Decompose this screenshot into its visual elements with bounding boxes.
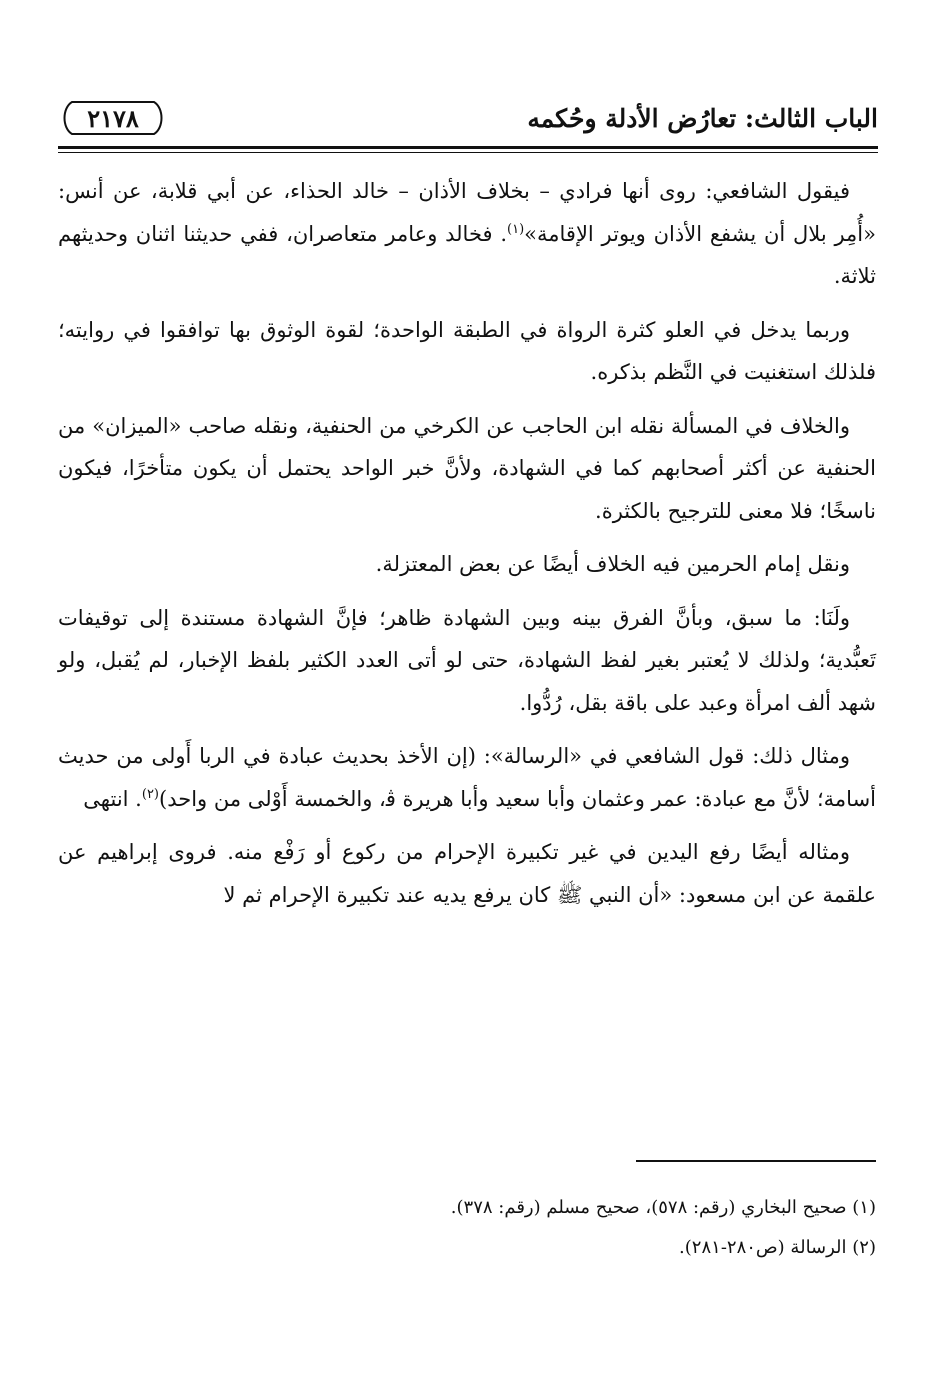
paragraph <box>58 597 876 725</box>
running-header <box>58 98 878 144</box>
chapter-title: الباب الثالث: تعارُض الأدلة وحُكمه <box>527 104 878 133</box>
page-number-ornament <box>58 98 168 138</box>
paragraph-text: ولَنَا: ما سبق، وبأنَّ الفرق بينه وبين الشهادة ظاهر؛ فإنَّ الشهادة مستندة إلى توقيفات تَعبُّدية؛ ولذلك لا يُعتبر بغير لفظ الشهادة، حتى لو أتى العدد الكثير بلفظ الإخبار، لم يُقبل، ولو شهد ألف امرأة وعبد على باقة بقل، رُدُّوا. <box>58 605 876 715</box>
footnote-reference: (١) <box>507 221 525 237</box>
paragraph <box>58 405 876 533</box>
paragraph-text: ومثاله أيضًا رفع اليدين في غير تكبيرة الإحرام من ركوع أو رَفْع منه. فروى إبراهيم عن علقمة عن ابن مسعود: «أن النبي ﷺ كان يرفع يديه عند تكبيرة الإحرام ثم لا <box>58 840 876 907</box>
paragraph-text: وربما يدخل في العلو كثرة الرواة في الطبقة الواحدة؛ لقوة الوثوق بها توافقوا في روايته؛ فلذلك استغنيت في النَّظم بذكره. <box>58 317 876 384</box>
paragraph <box>58 170 876 298</box>
paragraph-text: فيقول الشافعي: روى أنها فرادي – بخلاف الأذان – خالد الحذاء، عن أبي قلابة، عن أنس: «أُمِر بلال أن يشفع الأذان ويوتر الإقامة» <box>58 179 876 246</box>
header-divider-thin <box>58 152 878 153</box>
paragraph <box>58 309 876 394</box>
footnotes <box>58 1188 876 1268</box>
paragraph-text-tail: . فخالد وعامر متعاصران، ففي حديثنا اثنان وحديثهم ثلاثة. <box>58 221 876 288</box>
paragraph-text: ونقل إمام الحرمين فيه الخلاف أيضًا عن بعض المعتزلة. <box>375 552 850 576</box>
footnote-reference: (٢) <box>141 786 159 802</box>
paragraph <box>58 831 876 916</box>
paragraph-text: والخلاف في المسألة نقله ابن الحاجب عن الكرخي من الحنفية، ونقله صاحب «الميزان» من الحنفية عن أكثر أصحابهم كما في الشهادة، ولأنَّ خبر الواحد يحتمل أن يكون متأخرًا، فيكون ناسخًا؛ فلا معنى للترجيح بالكثرة. <box>58 413 876 523</box>
footnote: (١) صحيح البخاري (رقم: ٥٧٨)، صحيح مسلم (رقم: ٣٧٨). <box>450 1197 876 1218</box>
paragraph <box>58 735 876 820</box>
header-divider-thick <box>58 146 878 149</box>
footnote-divider <box>636 1160 876 1162</box>
paragraph-text: ومثال ذلك: قول الشافعي في «الرسالة»: (إن الأخذ بحديث عبادة في الربا أَولى من حديث أسامة؛ لأنَّ مع عبادة: عمر وعثمان وأبا سعيد وأبا هريرة ﭬ، والخمسة أَوْلى من واحد) <box>58 744 876 811</box>
paragraph-text-tail: . انتهى <box>83 786 142 811</box>
footnote: (٢) الرسالة (ص٢٨٠-٢٨١). <box>679 1237 876 1258</box>
main-text <box>58 170 876 927</box>
paragraph <box>58 543 876 586</box>
page-number: ٢١٧٨ <box>87 104 139 133</box>
